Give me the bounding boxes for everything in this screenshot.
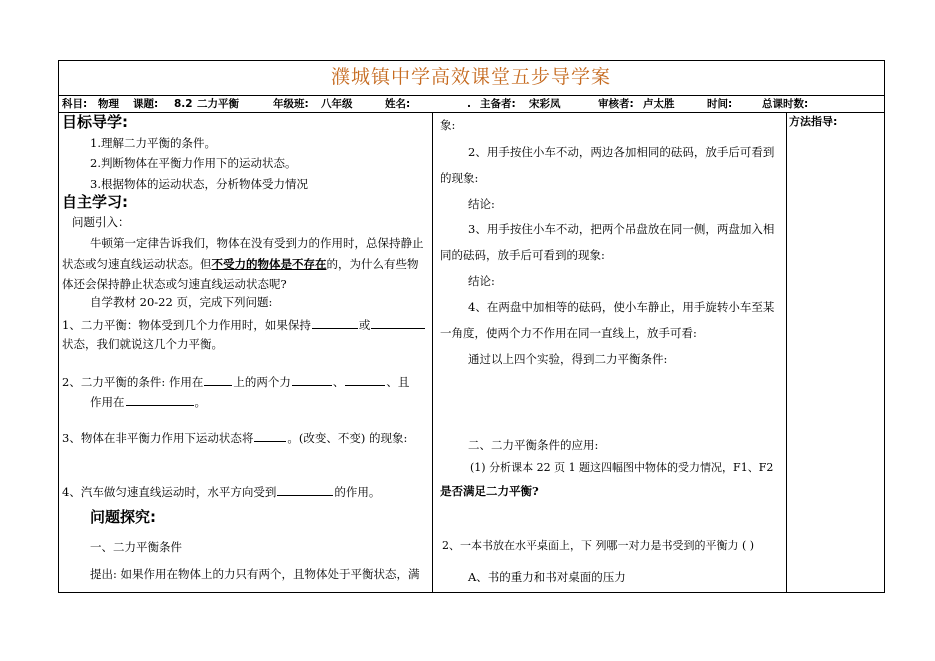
preparer-label: 主备者:: [480, 98, 516, 110]
application-1-line-2: 是否满足二力平衡?: [440, 484, 539, 498]
question-2-line-2: [90, 394, 206, 409]
title-row-divider: [58, 95, 885, 96]
section-1-title: 一、二力平衡条件: [90, 540, 182, 554]
experiment-3-conclusion: 结论:: [468, 274, 495, 288]
intro-line-2-start: 状态或匀速直线运动状态。但: [62, 257, 212, 271]
answer-blank: [371, 317, 425, 329]
subject-value: 物理: [98, 98, 119, 110]
answer-blank: [292, 374, 332, 386]
grade-label: 年级班:: [273, 98, 309, 110]
application-1-line-1: (1) 分析课本 22 页 1 题这四幅图中物体的受力情况，F1、F2: [470, 461, 774, 474]
name-mark: .: [467, 98, 471, 110]
topic-number: 8.2: [174, 98, 193, 110]
question-2-text-c: 、: [332, 375, 345, 389]
question-1: [62, 317, 426, 332]
date-label: 时间:: [707, 98, 733, 110]
goal-item-1: 1.理解二力平衡的条件。: [90, 136, 216, 150]
topic-value: 二力平衡: [197, 98, 239, 110]
question-2-line-2-b: 。: [194, 395, 206, 409]
question-4-text-b: 的作用。: [334, 485, 381, 499]
total-periods-label: 总课时数:: [762, 98, 809, 110]
question-3-text-b: 。(改变、不变) 的现象:: [287, 431, 408, 445]
subject-label: 科目:: [62, 98, 88, 110]
question-1-line-2: 状态，我们就说这几个力平衡。: [62, 337, 223, 351]
info-row-divider: [58, 112, 885, 113]
experiment-4-line-2: 一角度，使两个力不作用在同一直线上，放手可看:: [440, 326, 697, 340]
answer-blank: [254, 430, 286, 442]
experiment-2-conclusion: 结论:: [468, 197, 495, 211]
table-border-bottom: [58, 592, 885, 593]
self-study-heading: 自主学习:: [62, 193, 128, 211]
answer-blank: [126, 394, 194, 406]
page-title: 濮城镇中学高效课堂五步导学案: [330, 66, 611, 88]
question-4-text-a: 4、汽车做匀速直线运动时，水平方向受到: [62, 485, 277, 499]
intro-label: 问题引入：: [72, 215, 130, 229]
experiments-summary: 通过以上四个实验，得到二力平衡条件:: [468, 352, 668, 366]
intro-line-3: 体还会保持静止状态或匀速直线运动状态呢?: [62, 277, 287, 291]
textbook-instruction: 自学教材 20-22 页，完成下列问题:: [90, 295, 273, 309]
question-4: [62, 484, 380, 499]
continuation-text: 象:: [440, 118, 456, 132]
application-2-question: 2、一本书放在水平桌面上，下 列哪一对力是书受到的平衡力 ( ): [442, 539, 755, 552]
answer-blank: [204, 374, 232, 386]
experiment-4-line-1: 4、在两盘中加相等的砝码，使小车静止，用手旋转小车至某: [468, 300, 775, 314]
preparer-value: 宋彩凤: [529, 98, 561, 110]
section-2-title: 二、二力平衡条件的应用:: [468, 438, 599, 452]
question-2-text-a: 2、二力平衡的条件: 作用在: [62, 375, 204, 389]
explore-heading: 问题探究:: [90, 508, 156, 526]
application-2-option-a: A、书的重力和书对桌面的压力: [468, 570, 626, 584]
name-label: 姓名:: [385, 98, 411, 110]
column-divider-left: [432, 112, 433, 593]
method-guide-heading: 方法指导:: [789, 115, 838, 128]
goals-heading: 目标导学:: [62, 113, 128, 131]
question-1-text-a: 1、二力平衡：物体受到几个力作用时，如果保持: [62, 318, 311, 332]
reviewer-value: 卢太胜: [643, 98, 675, 110]
reviewer-label: 审核者:: [598, 98, 634, 110]
column-divider-right: [786, 112, 787, 593]
answer-blank: [345, 374, 385, 386]
table-border-left: [58, 60, 59, 593]
experiment-3-line-1: 3、用手按住小车不动，把两个吊盘放在同一侧，两盘加入相: [468, 222, 775, 236]
question-3-text-a: 3、物体在非平衡力作用下运动状态将: [62, 431, 254, 445]
grade-value: 八年级: [321, 98, 353, 110]
goal-item-2: 2.判断物体在平衡力作用下的运动状态。: [90, 156, 297, 170]
intro-line-2: [62, 257, 419, 271]
experiment-2-line-1: 2、用手按住小车不动，两边各加相同的砝码，放手后可看到: [468, 145, 775, 159]
question-1-text-b: 或: [358, 318, 371, 332]
table-border-top: [58, 60, 885, 61]
question-3: [62, 430, 407, 445]
answer-blank: [277, 484, 333, 496]
question-2-text-b: 上的两个力: [233, 375, 291, 389]
table-border-right: [884, 60, 885, 593]
intro-line-1: 牛顿第一定律告诉我们，物体在没有受到力的作用时，总保持静止: [90, 236, 424, 250]
answer-blank: [312, 317, 358, 329]
goal-item-3: 3.根据物体的运动状态，分析物体受力情况: [90, 177, 308, 191]
intro-line-2-end: 的，为什么有些物: [326, 257, 419, 271]
intro-emphasis: 不受力的物体是不存在: [211, 257, 327, 271]
question-2-text-d: 、且: [386, 375, 410, 389]
topic-label: 课题:: [133, 98, 159, 110]
experiment-2-line-2: 的现象:: [440, 171, 479, 185]
question-2-line-2-a: 作用在: [90, 395, 125, 409]
experiment-3-line-2: 同的砝码，放手后可看到的现象:: [440, 248, 605, 262]
propose-text: 提出: 如果作用在物体上的力只有两个，且物体处于平衡状态，满: [90, 567, 420, 581]
question-2: [62, 374, 409, 389]
